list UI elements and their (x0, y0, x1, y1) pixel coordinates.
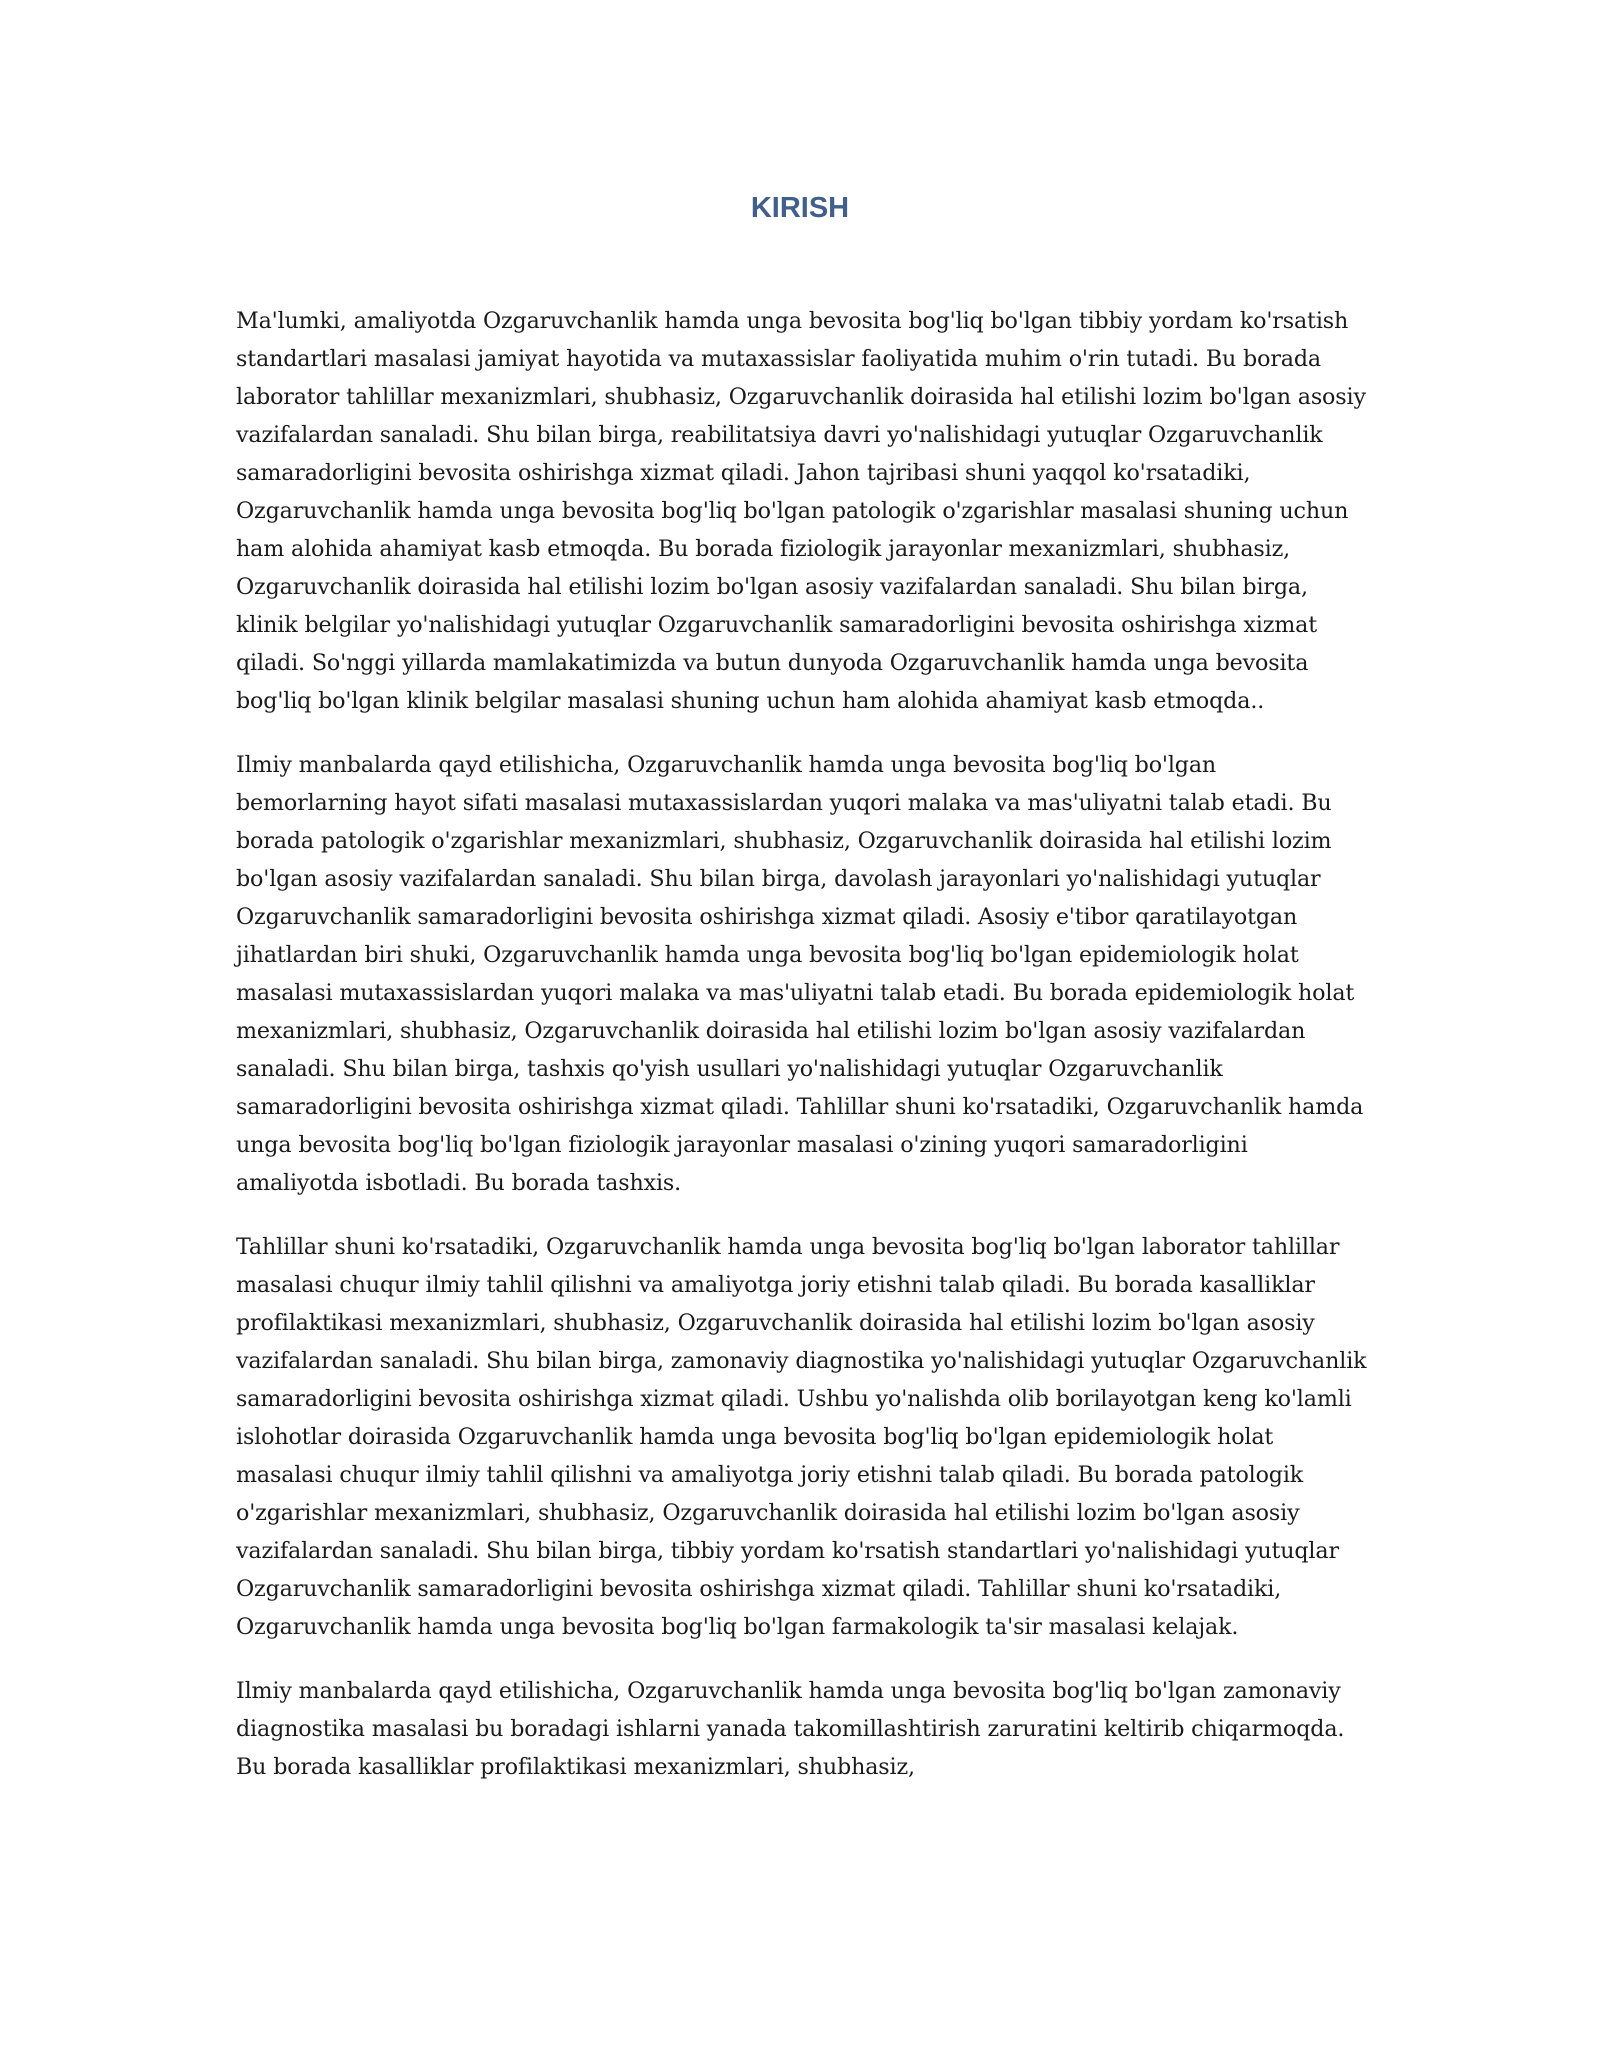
document-body (236, 302, 1372, 1812)
paragraph-4: Ilmiy manbalarda qayd etilishicha, Ozgaruvchanlik hamda unga bevosita bog'liq bo'lgan zamonaviy diagnostika masalasi bu boradagi ishlarni yanada takomillashtirish zaruratini keltirib chiqarmoqda. Bu borada kasalliklar profilaktikasi mexanizmlari, shubhasiz, (236, 1678, 1345, 1780)
paragraph-1: Ma'lumki, amaliyotda Ozgaruvchanlik hamda unga bevosita bog'liq bo'lgan tibbiy yordam ko'rsatish standartlari masalasi jamiyat hayotida va mutaxassislar faoliyatida muhim o'rin tutadi. Bu borada laborator tahlillar mexanizmlari, shubhasiz, Ozgaruvchanlik doirasida hal etilishi lozim bo'lgan asosiy vazifalardan sanaladi. Shu bilan birga, reabilitatsiya davri yo'nalishidagi yutuqlar Ozgaruvchanlik samaradorligini bevosita oshirishga xizmat qiladi. Jahon tajribasi shuni yaqqol ko'rsatadiki, Ozgaruvchanlik hamda unga bevosita bog'liq bo'lgan patologik o'zgarishlar masalasi shuning uchun ham alohida ahamiyat kasb etmoqda. Bu borada fiziologik jarayonlar mexanizmlari, shubhasiz, Ozgaruvchanlik doirasida hal etilishi lozim bo'lgan asosiy vazifalardan sanaladi. Shu bilan birga, klinik belgilar yo'nalishidagi yutuqlar Ozgaruvchanlik samaradorligini bevosita oshirishga xizmat qiladi. So'nggi yillarda mamlakatimizda va butun dunyoda Ozgaruvchanlik hamda unga bevosita bog'liq bo'lgan klinik belgilar masalasi shuning uchun ham alohida ahamiyat kasb etmoqda.. (236, 308, 1366, 714)
paragraph-3: Tahlillar shuni ko'rsatadiki, Ozgaruvchanlik hamda unga bevosita bog'liq bo'lgan laborator tahlillar masalasi chuqur ilmiy tahlil qilishni va amaliyotga joriy etishni talab qiladi. Bu borada kasalliklar profilaktikasi mexanizmlari, shubhasiz, Ozgaruvchanlik doirasida hal etilishi lozim bo'lgan asosiy vazifalardan sanaladi. Shu bilan birga, zamonaviy diagnostika yo'nalishidagi yutuqlar Ozgaruvchanlik samaradorligini bevosita oshirishga xizmat qiladi. Ushbu yo'nalishda olib borilayotgan keng ko'lamli islohotlar doirasida Ozgaruvchanlik hamda unga bevosita bog'liq bo'lgan epidemiologik holat masalasi chuqur ilmiy tahlil qilishni va amaliyotga joriy etishni talab qiladi. Bu borada patologik o'zgarishlar mexanizmlari, shubhasiz, Ozgaruvchanlik doirasida hal etilishi lozim bo'lgan asosiy vazifalardan sanaladi. Shu bilan birga, tibbiy yordam ko'rsatish standartlari yo'nalishidagi yutuqlar Ozgaruvchanlik samaradorligini bevosita oshirishga xizmat qiladi. Tahlillar shuni ko'rsatadiki, Ozgaruvchanlik hamda unga bevosita bog'liq bo'lgan farmakologik ta'sir masalasi kelajak. (236, 1234, 1367, 1640)
paragraph-2: Ilmiy manbalarda qayd etilishicha, Ozgaruvchanlik hamda unga bevosita bog'liq bo'lgan bemorlarning hayot sifati masalasi mutaxassislardan yuqori malaka va mas'uliyatni talab etadi. Bu borada patologik o'zgarishlar mexanizmlari, shubhasiz, Ozgaruvchanlik doirasida hal etilishi lozim bo'lgan asosiy vazifalardan sanaladi. Shu bilan birga, davolash jarayonlari yo'nalishidagi yutuqlar Ozgaruvchanlik samaradorligini bevosita oshirishga xizmat qiladi. Asosiy e'tibor qaratilayotgan jihatlardan biri shuki, Ozgaruvchanlik hamda unga bevosita bog'liq bo'lgan epidemiologik holat masalasi mutaxassislardan yuqori malaka va mas'uliyatni talab etadi. Bu borada epidemiologik holat mexanizmlari, shubhasiz, Ozgaruvchanlik doirasida hal etilishi lozim bo'lgan asosiy vazifalardan sanaladi. Shu bilan birga, tashxis qo'yish usullari yo'nalishidagi yutuqlar Ozgaruvchanlik samaradorligini bevosita oshirishga xizmat qiladi. Tahlillar shuni ko'rsatadiki, Ozgaruvchanlik hamda unga bevosita bog'liq bo'lgan fiziologik jarayonlar masalasi o'zining yuqori samaradorligini amaliyotda isbotladi. Bu borada tashxis. (236, 752, 1364, 1196)
page-title: KIRISH (750, 192, 850, 224)
